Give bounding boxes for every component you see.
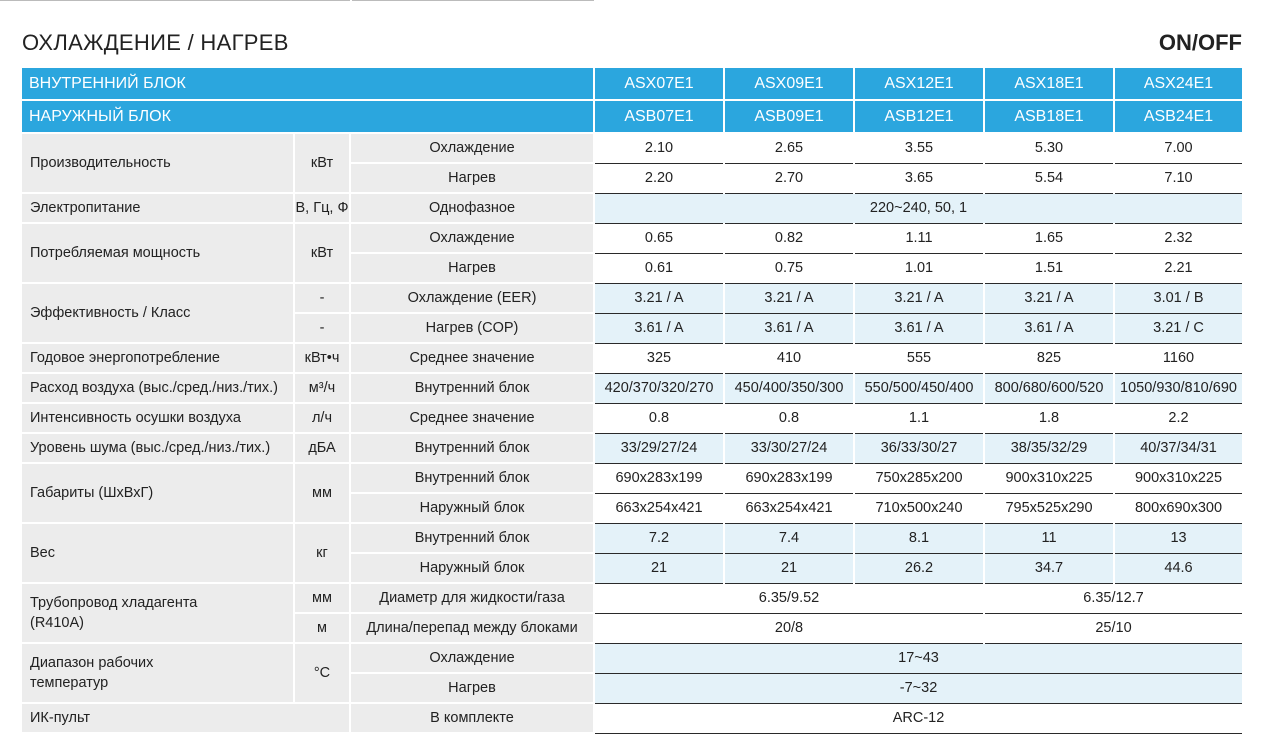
table-row: [22, 343, 1243, 373]
table-row: [22, 643, 1243, 673]
outdoor-header-label: НАРУЖНЫЙ БЛОК: [22, 100, 594, 133]
table-cell: 40/37/34/31: [1114, 433, 1243, 463]
table-cell: 1050/930/810/690: [1114, 373, 1243, 403]
table-cell: 800x690x300: [1114, 493, 1243, 523]
table-cell: 825: [984, 343, 1114, 373]
row-label: Потребляемая мощность: [22, 223, 294, 283]
table-cell: 21: [724, 553, 854, 583]
table-cell: 17~43: [594, 643, 1243, 673]
table-cell: ARC-12: [594, 703, 1243, 733]
table-cell: 2.70: [724, 163, 854, 193]
row-unit: м³/ч: [294, 373, 350, 403]
table-cell: 3.01 / B: [1114, 283, 1243, 313]
row-sublabel: В комплекте: [350, 703, 594, 733]
row-sublabel: Внутренний блок: [350, 523, 594, 553]
row-unit: В, Гц, Ф: [294, 193, 350, 223]
table-cell: 690x283x199: [724, 463, 854, 493]
row-sublabel: Нагрев: [350, 673, 594, 703]
table-cell: 3.55: [854, 133, 984, 163]
indoor-header-row: [22, 68, 1243, 100]
row-unit: кВт: [294, 223, 350, 283]
table-row: [22, 463, 1243, 493]
table-cell: 21: [594, 553, 724, 583]
row-label: Эффективность / Класс: [22, 283, 294, 343]
table-cell: 1.11: [854, 223, 984, 253]
table-cell: 0.8: [724, 403, 854, 433]
table-cell: 0.75: [724, 253, 854, 283]
table-cell: 5.54: [984, 163, 1114, 193]
table-cell: 410: [724, 343, 854, 373]
table-cell: 7.4: [724, 523, 854, 553]
table-cell: 900x310x225: [984, 463, 1114, 493]
row-label: Расход воздуха (выс./сред./низ./тих.): [22, 373, 294, 403]
table-cell: 1160: [1114, 343, 1243, 373]
table-cell: 3.61 / A: [724, 313, 854, 343]
indoor-model: ASX24E1: [1114, 68, 1243, 100]
table-cell: 7.00: [1114, 133, 1243, 163]
table-row: [22, 433, 1243, 463]
table-cell: 663x254x421: [594, 493, 724, 523]
table-cell: 550/500/450/400: [854, 373, 984, 403]
row-label: Интенсивность осушки воздуха: [22, 403, 294, 433]
row-sublabel: Внутренний блок: [350, 463, 594, 493]
row-label: Электропитание: [22, 193, 294, 223]
table-cell: 3.61 / A: [594, 313, 724, 343]
table-cell: 5.30: [984, 133, 1114, 163]
table-row: [22, 403, 1243, 433]
table-row: [22, 583, 1243, 613]
row-label: Годовое энергопотребление: [22, 343, 294, 373]
row-unit: мм: [294, 463, 350, 523]
table-cell: 2.21: [1114, 253, 1243, 283]
row-sublabel: Однофазное: [350, 193, 594, 223]
table-cell: 6.35/12.7: [984, 583, 1243, 613]
row-sublabel: Нагрев (COP): [350, 313, 594, 343]
row-label: Габариты (ШхВхГ): [22, 463, 294, 523]
table-cell: 325: [594, 343, 724, 373]
table-cell: 2.65: [724, 133, 854, 163]
row-sublabel: Диаметр для жидкости/газа: [350, 583, 594, 613]
table-cell: 2.20: [594, 163, 724, 193]
indoor-model: ASX07E1: [594, 68, 724, 100]
row-sublabel: Охлаждение: [350, 133, 594, 163]
table-cell: 3.21 / A: [724, 283, 854, 313]
table-cell: 3.21 / A: [984, 283, 1114, 313]
table-cell: 8.1: [854, 523, 984, 553]
table-row: [22, 703, 1243, 733]
outdoor-model: ASB24E1: [1114, 100, 1243, 133]
table-cell: 7.10: [1114, 163, 1243, 193]
indoor-model: ASX18E1: [984, 68, 1114, 100]
table-cell: 2.10: [594, 133, 724, 163]
row-sublabel: Наружный блок: [350, 553, 594, 583]
row-label: ИК-пульт: [22, 703, 350, 733]
table-cell: 2.32: [1114, 223, 1243, 253]
row-label-line: Трубопровод хладагента: [30, 595, 198, 611]
indoor-model: ASX12E1: [854, 68, 984, 100]
page-title: ОХЛАЖДЕНИЕ / НАГРЕВ: [22, 30, 289, 55]
outdoor-model: ASB18E1: [984, 100, 1114, 133]
table-cell: 0.8: [594, 403, 724, 433]
table-cell: 710x500x240: [854, 493, 984, 523]
row-sublabel: Охлаждение (EER): [350, 283, 594, 313]
row-sublabel: Нагрев: [350, 163, 594, 193]
table-cell: 2.2: [1114, 403, 1243, 433]
row-unit: -: [294, 313, 350, 343]
table-cell: 1.51: [984, 253, 1114, 283]
row-sublabel: Нагрев: [350, 253, 594, 283]
table-cell: -7~32: [594, 673, 1243, 703]
outdoor-model: ASB09E1: [724, 100, 854, 133]
indoor-model: ASX09E1: [724, 68, 854, 100]
table-cell: 3.21 / C: [1114, 313, 1243, 343]
table-row: [22, 193, 1243, 223]
outdoor-model: ASB07E1: [594, 100, 724, 133]
table-cell: 555: [854, 343, 984, 373]
table-cell: 36/33/30/27: [854, 433, 984, 463]
outdoor-header-row: [22, 100, 1243, 133]
top-rule: [0, 0, 600, 3]
row-unit: м: [294, 613, 350, 643]
spec-table: [22, 68, 1244, 734]
table-cell: 34.7: [984, 553, 1114, 583]
table-cell: 420/370/320/270: [594, 373, 724, 403]
row-label: [22, 643, 294, 703]
table-row: [22, 523, 1243, 553]
table-cell: 663x254x421: [724, 493, 854, 523]
table-cell: 750x285x200: [854, 463, 984, 493]
row-unit: мм: [294, 583, 350, 613]
table-cell: 1.8: [984, 403, 1114, 433]
table-cell: 3.65: [854, 163, 984, 193]
row-sublabel: Охлаждение: [350, 223, 594, 253]
table-cell: 0.65: [594, 223, 724, 253]
table-cell: 38/35/32/29: [984, 433, 1114, 463]
table-cell: 44.6: [1114, 553, 1243, 583]
table-cell: 33/29/27/24: [594, 433, 724, 463]
table-row: [22, 373, 1243, 403]
row-unit: °C: [294, 643, 350, 703]
table-cell: 11: [984, 523, 1114, 553]
row-label: Производительность: [22, 133, 294, 193]
row-label: Уровень шума (выс./сред./низ./тих.): [22, 433, 294, 463]
table-cell: 33/30/27/24: [724, 433, 854, 463]
row-sublabel: Наружный блок: [350, 493, 594, 523]
table-row: [22, 223, 1243, 253]
row-sublabel: Охлаждение: [350, 643, 594, 673]
row-label-line: температур: [30, 675, 109, 691]
outdoor-model: ASB12E1: [854, 100, 984, 133]
table-cell: 13: [1114, 523, 1243, 553]
row-sublabel: Внутренний блок: [350, 433, 594, 463]
row-label: Вес: [22, 523, 294, 583]
row-sublabel: Внутренний блок: [350, 373, 594, 403]
table-row: [22, 283, 1243, 313]
table-cell: 25/10: [984, 613, 1243, 643]
row-sublabel: Среднее значение: [350, 343, 594, 373]
table-cell: 900x310x225: [1114, 463, 1243, 493]
table-cell: 800/680/600/520: [984, 373, 1114, 403]
table-row: [22, 133, 1243, 163]
row-label-line: (R410A): [30, 615, 84, 631]
row-sublabel: Длина/перепад между блоками: [350, 613, 594, 643]
table-cell: 0.82: [724, 223, 854, 253]
table-cell: 6.35/9.52: [594, 583, 984, 613]
table-cell: 3.61 / A: [984, 313, 1114, 343]
table-cell: 20/8: [594, 613, 984, 643]
row-unit: кВт: [294, 133, 350, 193]
row-unit: кг: [294, 523, 350, 583]
row-label: [22, 583, 294, 643]
row-unit: -: [294, 283, 350, 313]
row-unit: кВт•ч: [294, 343, 350, 373]
table-cell: 3.21 / A: [594, 283, 724, 313]
table-cell: 795x525x290: [984, 493, 1114, 523]
row-sublabel: Среднее значение: [350, 403, 594, 433]
table-cell: 1.1: [854, 403, 984, 433]
mode-label: ON/OFF: [1158, 30, 1242, 55]
row-label-line: Диапазон рабочих: [30, 655, 154, 671]
table-cell: 450/400/350/300: [724, 373, 854, 403]
table-cell: 3.21 / A: [854, 283, 984, 313]
table-cell: 220~240, 50, 1: [594, 193, 1243, 223]
table-cell: 7.2: [594, 523, 724, 553]
row-unit: дБА: [294, 433, 350, 463]
table-cell: 0.61: [594, 253, 724, 283]
table-cell: 26.2: [854, 553, 984, 583]
table-cell: 1.01: [854, 253, 984, 283]
table-cell: 3.61 / A: [854, 313, 984, 343]
table-cell: 690x283x199: [594, 463, 724, 493]
indoor-header-label: ВНУТРЕННИЙ БЛОК: [22, 68, 594, 100]
row-unit: л/ч: [294, 403, 350, 433]
table-cell: 1.65: [984, 223, 1114, 253]
